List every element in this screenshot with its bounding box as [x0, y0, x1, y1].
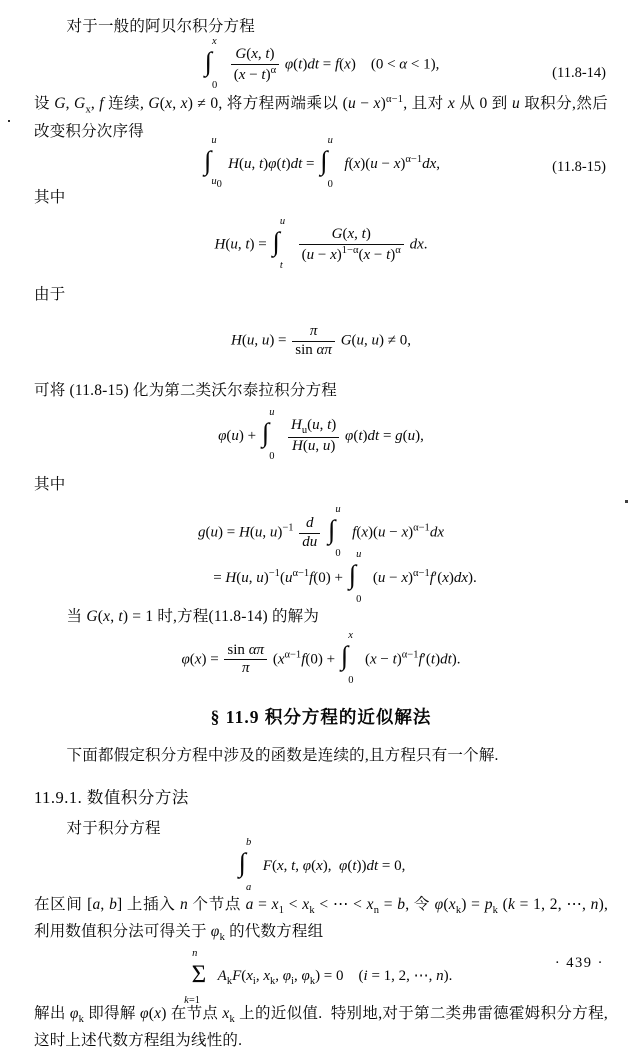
equation-11-8-14: ∫ x 0 $\frac{G(x, t)}{(x - t)^\alpha}$ φ(t)dt = f(x) (0 < α < 1), (11.8-14)	[204, 35, 606, 92]
equation-algebraic-system: Σ n k=1 $A_kF(x_i$, $x_k$, $\varphi_i$, $\varphi_k) = 0$ (i = 1, 2, ⋯, n).	[184, 948, 453, 1007]
paragraph: 对于积分方程	[66, 820, 161, 838]
paragraph: 对于一般的阿贝尔积分方程	[66, 18, 255, 35]
equation-number: (11.8-14)	[552, 65, 606, 82]
equation-H-definition: H(u, t) = ∫ u t $\frac{G(x, t)}{(u - x)^{1-\alpha}(x - t)^\alpha}$ dx.	[214, 215, 428, 272]
equation-integral-equation-F: ∫ b a F(x, t, φ(x), φ(t))dt = 0,	[238, 837, 406, 893]
paragraph: 其中	[34, 188, 66, 206]
equation-volterra-second-kind: φ(u) + ∫ u 0 $\frac{H_u(u, t)}{H(u, u)}$ φ(t)dt = g(u),	[218, 406, 424, 463]
equation-g-expanded: = H(u, $u)^{-1}(u^{\alpha-1}f(0)$ + ∫ u 0 $(u - x)^{\alpha-1}f'(x)dx$).	[213, 549, 477, 605]
page-speck	[625, 500, 628, 503]
subsection-heading: 11.9.1. 数值积分方法	[34, 788, 189, 808]
paragraph: 可将 (11.8-15) 化为第二类沃尔泰拉积分方程	[34, 381, 337, 399]
equation-g-definition: g(u) = H(u, u)$^{-1}$ $\frac{d}{du}$ ∫ u 0 $f(x)(u - x)^{\alpha-1}dx$	[198, 503, 444, 560]
paragraph: 其中	[34, 475, 66, 493]
equation-number: (11.8-15)	[552, 158, 606, 175]
paragraph: 设 G, $G_x$, f 连续, G(x, x) ≠ 0, 将方程两端乘以 $(u - x)^{\alpha-1}$, 且对 x 从 0 到 u 取积分,然后改变积分次序得	[34, 94, 608, 140]
page-number: · 439 ·	[554, 955, 604, 971]
section-heading: § 11.9 积分方程的近似解法	[210, 706, 432, 727]
paragraph: 由于	[34, 286, 66, 304]
equation-solution-phi: φ(x) = $\frac{\text{sin απ}}{\pi}$ ($x^{\alpha-1}f(0)$ + ∫ x 0 $(x - t)^{\alpha-1}f'(t)dt$).	[181, 630, 461, 686]
equation-H-uu: H(u, u) = $\frac{\pi}{\text{sin απ}}$ G(u, u) ≠ 0,	[230, 323, 412, 359]
paragraph: 下面都假定积分方程中涉及的函数是连续的,且方程只有一个解.	[66, 746, 499, 764]
page-speck	[8, 120, 10, 122]
paragraph: 在区间 [a, b] 上插入 n 个节点 $a = x_1 < x_k$ < ⋯ < $x_n = b$, 令 $\varphi(x_k) = p_k$ (k = 1, 2, ⋯, n), 利用数值积分法可得关于 $\varphi_k$ 的代数方程组	[34, 896, 609, 944]
equation-11-8-15: ∫ u $u_0$ H(u, t)φ(t)dt = ∫ u 0 $f(x)(u - x)^{\alpha-1}dx$, (11.8-15)	[203, 134, 606, 191]
paragraph: 当 G(x, t) = 1 时,方程(11.8-14) 的解为	[66, 608, 320, 626]
paragraph: 解出 $\varphi_k$ 即得解 φ(x) 在节点 $x_k$ 上的近似值. 特别地,对于第二类弗雷德霍姆积分方程,这时上述代数方程组为线性的.	[34, 1005, 608, 1050]
page-content	[34, 14, 608, 1056]
